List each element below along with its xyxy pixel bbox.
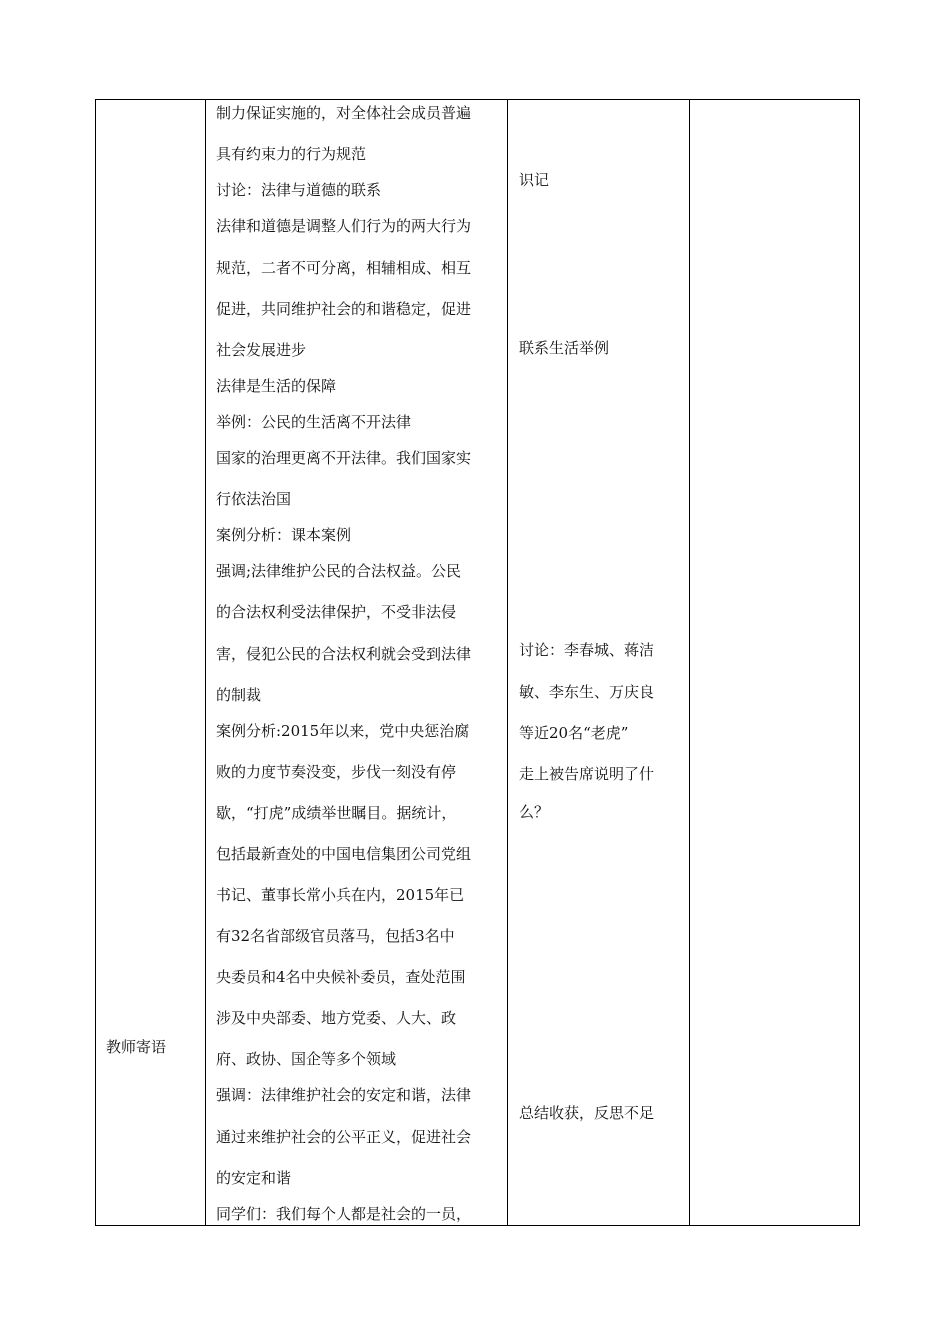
- middle-line: 歇，“打虎”成绩举世瞩目。据统计，: [216, 804, 457, 822]
- middle-line: 举例：公民的生活离不开法律: [216, 413, 412, 431]
- right-item-taolun-line: 讨论：李春城、蒋洁: [519, 641, 655, 659]
- middle-line: 有32名省部级官员落马，包括3名中: [216, 927, 455, 945]
- middle-line: 涉及中央部委、地方党委、人大、政: [216, 1009, 457, 1027]
- middle-line: 案例分析:2015年以来，党中央惩治腐: [216, 722, 470, 740]
- middle-line: 同学们：我们每个人都是社会的一员，: [216, 1205, 472, 1223]
- middle-line: 社会发展进步: [216, 341, 307, 359]
- middle-line: 通过来维护社会的公平正义，促进社会: [216, 1128, 472, 1146]
- middle-line: 的安定和谐: [216, 1169, 292, 1187]
- middle-line: 书记、董事长常小兵在内，2015年已: [216, 886, 465, 904]
- middle-line: 讨论：法律与道德的联系: [216, 181, 382, 199]
- middle-line: 案例分析：课本案例: [216, 526, 352, 544]
- middle-line: 强调：法律维护社会的安定和谐，法律: [216, 1086, 472, 1104]
- middle-line: 强调;法律维护公民的合法权益。公民: [216, 562, 462, 580]
- column-divider-2: [507, 100, 508, 1225]
- middle-line: 法律和道德是调整人们行为的两大行为: [216, 217, 472, 235]
- right-item-shiji: 识记: [519, 171, 550, 189]
- middle-line: 央委员和4名中央候补委员，查处范围: [216, 968, 466, 986]
- column-divider-3: [689, 100, 690, 1225]
- middle-line: 具有约束力的行为规范: [216, 145, 367, 163]
- middle-line: 包括最新查处的中国电信集团公司党组: [216, 845, 472, 863]
- right-item-lianxi: 联系生活举例: [519, 339, 610, 357]
- right-item-taolun-line: 敏、李东生、万庆良: [519, 683, 655, 701]
- middle-line: 促进，共同维护社会的和谐稳定，促进: [216, 300, 472, 318]
- middle-line: 规范，二者不可分离，相辅相成、相互: [216, 259, 472, 277]
- middle-line: 行依法治国: [216, 490, 292, 508]
- middle-line: 制力保证实施的，对全体社会成员普遍: [216, 104, 472, 122]
- middle-line: 国家的治理更离不开法律。我们国家实: [216, 449, 472, 467]
- middle-line: 府、政协、国企等多个领域: [216, 1050, 397, 1068]
- lesson-plan-table: [95, 99, 860, 1226]
- right-item-taolun-line: 么？: [519, 803, 550, 821]
- middle-line: 的合法权利受法律保护，不受非法侵: [216, 603, 457, 621]
- left-cell-label: 教师寄语: [106, 1038, 167, 1056]
- right-item-taolun-line: 等近20名“老虎”: [519, 724, 629, 742]
- middle-line: 法律是生活的保障: [216, 377, 337, 395]
- middle-line: 败的力度节奏没变，步伐一刻没有停: [216, 763, 457, 781]
- column-divider-1: [205, 100, 206, 1225]
- middle-line: 害，侵犯公民的合法权利就会受到法律: [216, 645, 472, 663]
- middle-line: 的制裁: [216, 686, 262, 704]
- right-item-zongjie: 总结收获，反思不足: [519, 1104, 655, 1122]
- right-item-taolun-line: 走上被告席说明了什: [519, 765, 655, 783]
